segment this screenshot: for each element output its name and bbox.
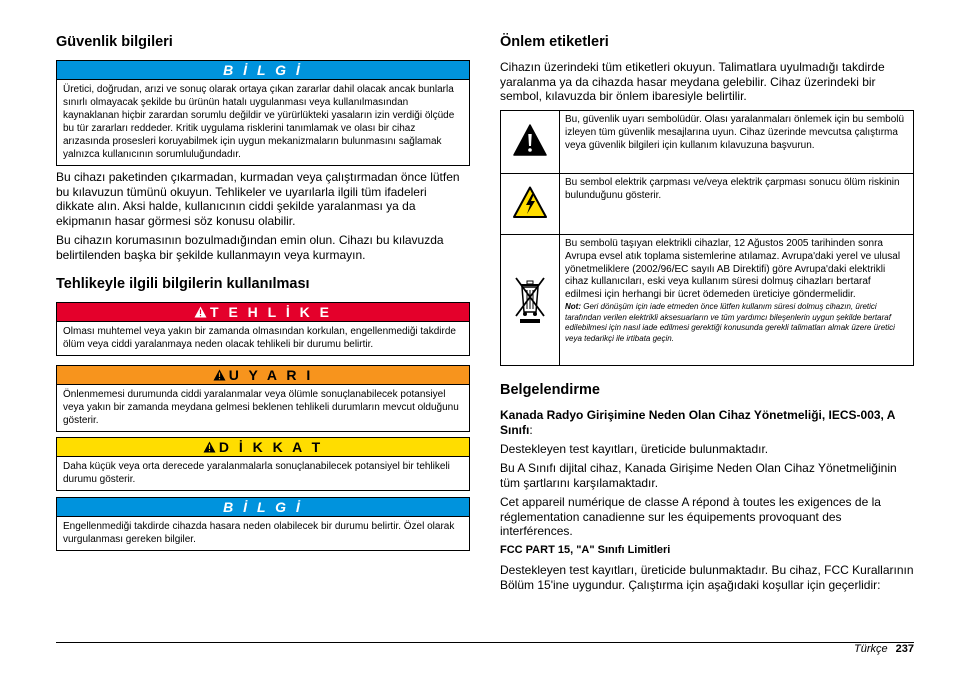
symbol-description: Bu sembolü taşıyan elektrikli cihazlar, 12 Ağustos 2005 tarihinden sonra Avrupa evsel atık toplama sistemlerine atılamaz. Avrupa'daki yerel ve ulusal yönetmeliklere (2002/96/EC sayılı AB Direktifi) göre Avrupa'daki elektrikli cihaz kullanıcıları, eski veya kullanım süresi dolmuş cihazları bertaraf edilmesi için herhangi bir ücret ödemeden üreticiye göndermelidir. xyxy=(565,238,901,301)
info-notice-text: Engellenmediği takdirde cihazda hasara neden olabilecek bir durumu belirtir. Özel olarak vurgulanması gereken bilgiler. xyxy=(63,521,455,545)
precaution-labels-paragraph: Cihazın üzerindeki tüm etiketleri okuyun. Talimatlara uyulmadığı takdirde yaralanma ya da cihazda hasar meydana gelebilir. Cihaz üzerindeki bir sembol, kılavuzda bir önlem ibaresiyle belirtilir. xyxy=(500,60,885,104)
symbol-description-cell xyxy=(560,235,914,366)
info-notice-label: B İ L G İ xyxy=(57,498,469,517)
footer-divider xyxy=(56,642,914,643)
info-notice-2 xyxy=(56,497,470,551)
disposal-note xyxy=(565,302,908,344)
fcc-heading: FCC PART 15, "A" Sınıfı Limitleri xyxy=(500,544,671,556)
warning-text: Önlenmemesi durumunda ciddi yaralanmalar veya ölümle sonuçlanabilecek potansiyel veya yakın bir zamanda meydana gelmesi beklenen tehlikeli durumların mevcut olduğunu gösterir. xyxy=(63,389,459,426)
safety-heading: Güvenlik bilgileri xyxy=(56,34,173,50)
warning-label: U Y A R I xyxy=(228,367,314,383)
warning-triangle-icon xyxy=(203,441,216,453)
canada-paragraph-2: Bu A Sınıfı dijital cihaz, Kanada Girişime Neden Olan Cihaz Yönetmeliğinin tüm şartlarını karşılamaktadır. xyxy=(500,461,897,490)
info-notice-1 xyxy=(56,60,470,166)
note-text: Geri dönüşüm için iade etmeden önce lütfen kullanım süresi dolmuş cihazın, üretici tarafından verilen elektrikli aksesuarların ve tüm yardımcı bileşenlerin uygun şekilde bertaraf edilebilmesi için nasıl iade edilmesi gerektiği konusunda gerekli talimatları almak üzere üretici veya tedarikçi ile irtibata geçin. xyxy=(565,301,895,343)
page-footer xyxy=(854,643,914,655)
symbol-row xyxy=(501,174,914,235)
canada-paragraph-1: Destekleyen test kayıtları, üreticide bulunmaktadır. xyxy=(500,442,769,456)
info-notice-text: Üretici, doğrudan, arızi ve sonuç olarak ortaya çıkan zararlar dahil olacak ancak bunlarla sınırlı olmayacak şekilde bu ürünün hatalı uygulanması veya kullanılmasından kaynaklanan hiçbir zarardan sorumlu değildir ve yürürlükteki yasaların izin verdiği ölçüde bu tür zararları reddeder. Kritik uygulama risklerini tanımlamak ve olası bir cihaz arızasında prosesleri koruyabilmek için uygun mekanizmaların bulunmasını sağlamak yalnızca kullanıcının sorumluluğundadır. xyxy=(63,84,455,160)
certification-heading: Belgelendirme xyxy=(500,382,600,398)
symbol-description: Bu sembol elektrik çarpması ve/veya elektrik çarpması sonucu ölüm riskinin bulunduğunu gösterir. xyxy=(560,174,914,235)
precaution-labels-heading: Önlem etiketleri xyxy=(500,34,609,50)
symbol-row xyxy=(501,111,914,174)
fcc-paragraph: Destekleyen test kayıtları, üreticide bulunmaktadır. Bu cihaz, FCC Kurallarının Bölüm 15'ine uygundur. Çalıştırma için aşağıdaki koşullar için geçerlidir: xyxy=(500,563,914,592)
hazard-info-heading: Tehlikeyle ilgili bilgilerin kullanılması xyxy=(56,276,310,292)
caution-text: Daha küçük veya orta derecede yaralanmalarla sonuçlanabilecek potansiyel bir tehlikeli durumu gösterir. xyxy=(63,461,450,485)
danger-label: T E H L İ K E xyxy=(210,304,332,320)
canada-paragraph-3: Cet appareil numérique de classe A répond à toutes les exigences de la réglementation canadienne sur les équipements provoquant des interférences. xyxy=(500,495,881,539)
symbol-table xyxy=(500,110,914,366)
danger-text: Olması muhtemel veya yakın bir zamanda olmasından korkulan, engellenmediği takdirde ölüm veya ciddi yaralanmaya neden olacak tehlikeli bir durumu belirtir. xyxy=(63,326,456,350)
page-number: 237 xyxy=(895,643,914,655)
safety-paragraph-2: Bu cihazın korumasının bozulmadığından emin olun. Cihazı bu kılavuzda belirtilenden başka bir şekilde kullanmayın veya kurmayın. xyxy=(56,233,444,262)
symbol-row xyxy=(501,235,914,366)
caution-label: D İ K K A T xyxy=(218,439,324,455)
symbol-icon-cell xyxy=(501,111,560,174)
caution-notice xyxy=(56,437,470,491)
symbol-description: Bu, güvenlik uyarı sembolüdür. Olası yaralanmaları önlemek için bu sembolü izleyen tüm güvenlik mesajlarına uyun. Cihaz üzerinde mevcutsa çalıştırma veya güvenlik bilgileri için kullanım kılavuzuna başvurun. xyxy=(560,111,914,174)
symbol-icon-cell xyxy=(501,235,560,366)
warning-triangle-icon xyxy=(513,124,547,156)
danger-header xyxy=(57,303,469,322)
symbol-icon-cell xyxy=(501,174,560,235)
footer-language: Türkçe xyxy=(854,643,888,655)
caution-header xyxy=(57,438,469,457)
info-notice-label: B İ L G İ xyxy=(57,61,469,80)
canada-regulation-title: Kanada Radyo Girişimine Neden Olan Cihaz Yönetmeliği, IECS-003, A Sınıfı xyxy=(500,408,895,437)
warning-triangle-icon xyxy=(194,306,207,318)
warning-notice xyxy=(56,365,470,432)
electrical-hazard-icon xyxy=(513,186,547,218)
safety-paragraph-1: Bu cihazı paketinden çıkarmadan, kurmadan veya çalıştırmadan önce lütfen bu kılavuzun tümünü okuyun. Tehlikeler ve uyarılarla ilgili tüm ifadeleri dikkate alın. Aksi halde, kullanıcının ciddi şekilde yaralanması ya da ekipmanın hasar görmesi söz konusu olabilir. xyxy=(56,170,460,228)
canada-regulation-colon: : xyxy=(529,422,533,437)
danger-notice xyxy=(56,302,470,356)
warning-triangle-icon xyxy=(213,369,226,381)
weee-crossed-bin-icon xyxy=(512,272,548,324)
warning-header xyxy=(57,366,469,385)
canada-regulation-heading xyxy=(500,408,914,437)
note-label: Not: xyxy=(565,301,581,311)
